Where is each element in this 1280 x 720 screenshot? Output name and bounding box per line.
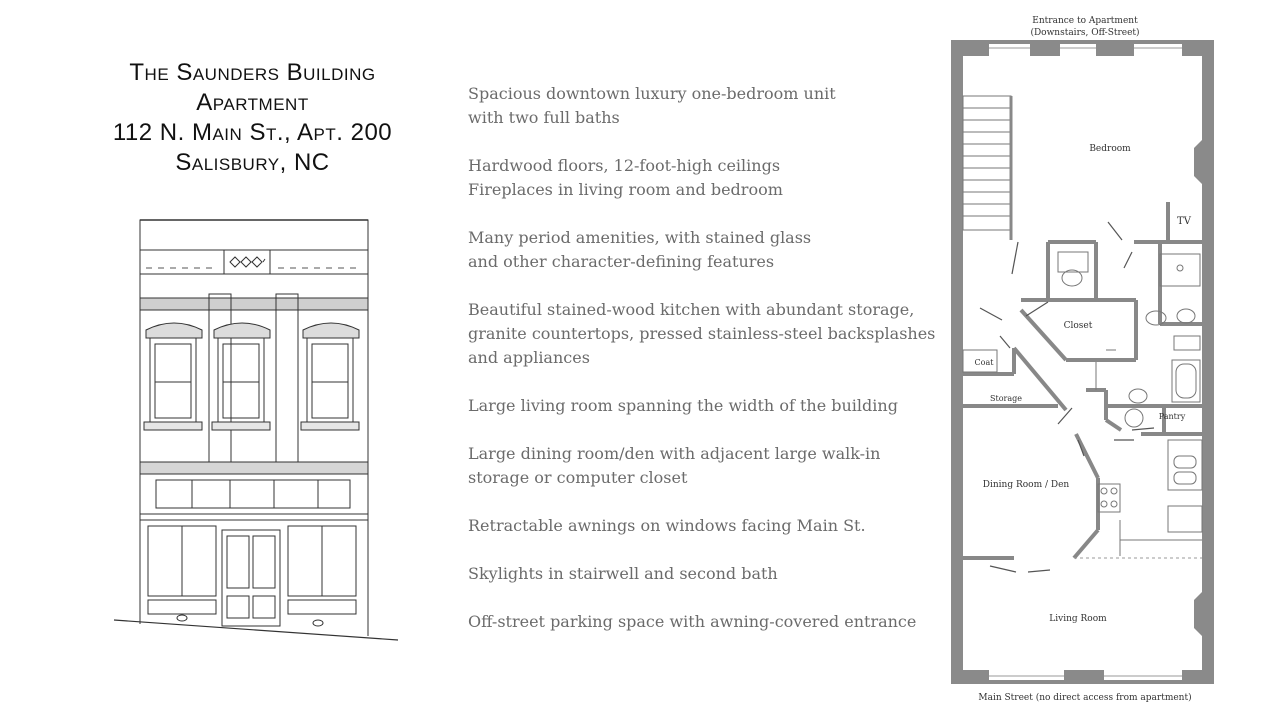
tv-label: TV [1177,216,1191,227]
storage-label: Storage [990,394,1022,403]
entrance-label-line2: (Downstairs, Off-Street) [1030,28,1140,38]
interior-walls [963,202,1202,558]
feature-item [468,226,918,274]
feature-item [468,82,918,130]
entrance-label-line1: Entrance to Apartment [1032,16,1138,26]
feature-item [468,562,918,586]
title-line-1: The Saunders Building [129,59,376,86]
feature-line: Hardwood floors, 12-foot-high ceilings [468,156,781,175]
feature-line: Skylights in stairwell and second bath [468,564,778,583]
feature-list [468,82,936,658]
feature-item [468,610,918,634]
feature-item [468,154,918,202]
feature-item [468,394,918,418]
title-line-2: Apartment [196,89,309,116]
feature-line: Large living room spanning the width of the building [468,396,898,415]
floor-plan [946,10,1222,708]
feature-line: Spacious downtown luxury one-bedroom unit [468,84,836,103]
feature-line: storage or computer closet [468,468,688,487]
pantry-label: Pantry [1158,412,1186,421]
feature-line: Many period amenities, with stained glass [468,228,812,247]
dining-room-label: Dining Room / Den [982,480,1070,490]
feature-item [468,298,936,370]
living-room-label: Living Room [1049,614,1107,624]
feature-line: with two full baths [468,108,620,127]
title-line-4: Salisbury, NC [175,149,330,176]
bedroom-label: Bedroom [1089,144,1131,154]
feature-line: granite countertops, pressed stainless-steel backsplashes [468,324,936,343]
title-line-3: 112 N. Main St., Apt. 200 [112,119,393,146]
feature-item [468,514,918,538]
feature-line: Beautiful stained-wood kitchen with abundant storage, [468,300,915,319]
coat-label: Coat [974,358,994,367]
building-title [80,58,425,178]
feature-line: and other character-defining features [468,252,775,271]
feature-item [468,442,918,490]
feature-line: Large dining room/den with adjacent large walk-in [468,444,881,463]
feature-line: and appliances [468,348,590,367]
feature-line: Off-street parking space with awning-covered entrance [468,612,917,631]
building-facade-drawing [110,212,405,644]
closet-label: Closet [1063,321,1093,331]
feature-line: Fireplaces in living room and bedroom [468,180,783,199]
main-street-label: Main Street (no direct access from apartment) [978,693,1192,703]
feature-line: Retractable awnings on windows facing Main St. [468,516,866,535]
